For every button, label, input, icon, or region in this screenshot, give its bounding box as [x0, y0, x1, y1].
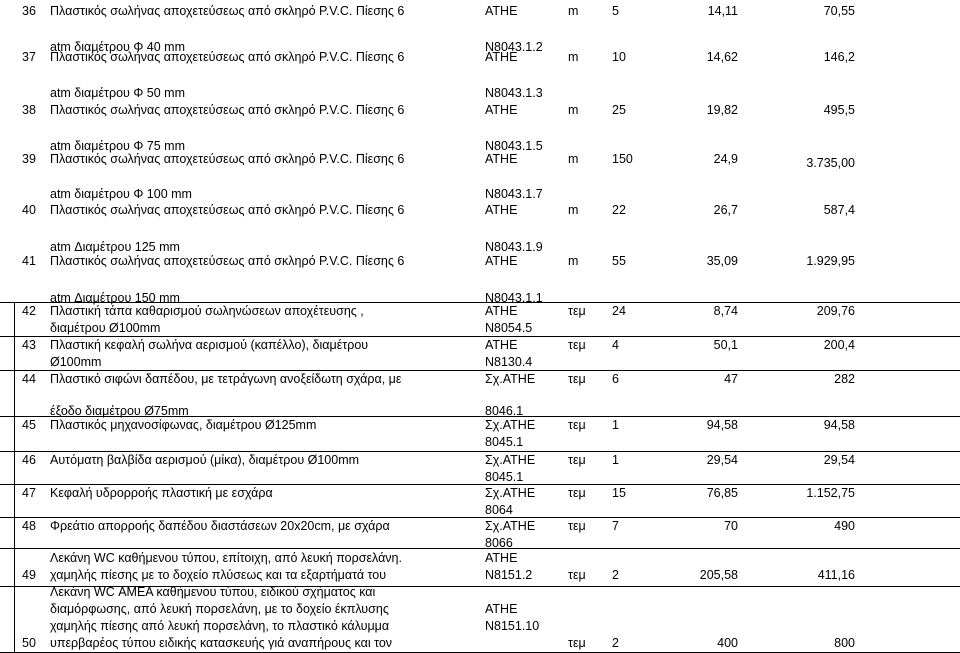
row-unit-price: 29,54: [706, 453, 738, 467]
row-total: 200,4: [823, 338, 855, 352]
row-description: Πλαστικός σωλήνας αποχετεύσεως από σκληρό P.V.C. Πίεσης 6: [50, 50, 405, 64]
row-total: 209,76: [816, 304, 855, 318]
row-quantity: 4: [612, 338, 619, 352]
row-unit: τεμ: [568, 372, 586, 386]
row-description: χαμηλής πίεσης με το δοχείο πλύσεως και τα εξαρτήματά του: [50, 568, 387, 582]
row-unit-price: 94,58: [706, 418, 738, 432]
row-article-code: Ν8043.1.9: [485, 240, 543, 254]
row-unit-price: 400: [717, 636, 738, 650]
row-article-code: Ν8130.4: [485, 355, 533, 369]
row-number: 49: [22, 568, 36, 582]
row-article-code: Ν8054.5: [485, 321, 533, 335]
row-article-code: ΑΤΗΕ: [485, 254, 518, 268]
row-unit: m: [568, 50, 579, 64]
row-quantity: 6: [612, 372, 619, 386]
row-article-code: 8046.1: [485, 404, 524, 418]
row-article-code: ΑΤΗΕ: [485, 103, 518, 117]
row-unit-price: 50,1: [713, 338, 738, 352]
row-number: 44: [22, 372, 36, 386]
row-article-code: Ν8043.1.7: [485, 187, 543, 201]
row-article-code: ΑΤΗΕ: [485, 304, 518, 318]
row-total: 495,5: [823, 103, 855, 117]
row-number: 47: [22, 486, 36, 500]
row-article-code: ΑΤΗΕ: [485, 50, 518, 64]
row-article-code: ΑΤΗΕ: [485, 551, 518, 565]
row-quantity: 2: [612, 636, 619, 650]
row-quantity: 150: [612, 152, 633, 166]
row-description: atm Διαμέτρου 150 mm: [50, 291, 180, 305]
row-divider: [0, 451, 960, 452]
row-divider: [0, 416, 960, 417]
row-total: 587,4: [823, 203, 855, 217]
row-unit: τεμ: [568, 519, 586, 533]
row-description: Φρεάτιο απορροής δαπέδου διαστάσεων 20x20cm, με σχάρα: [50, 519, 390, 533]
row-divider: [0, 548, 960, 549]
row-article-code: ΑΤΗΕ: [485, 338, 518, 352]
row-unit-price: 19,82: [706, 103, 738, 117]
row-description: atm διαμέτρου Φ 75 mm: [50, 139, 186, 153]
row-unit: m: [568, 203, 579, 217]
row-description: Αυτόματη βαλβίδα αερισμού (μίκα), διαμέτρου Ø100mm: [50, 453, 360, 467]
row-article-code: Ν8043.1.3: [485, 86, 543, 100]
row-description: atm Διαμέτρου 125 mm: [50, 240, 180, 254]
row-quantity: 7: [612, 519, 619, 533]
row-total: 800: [834, 636, 855, 650]
row-article-code: Σχ.ΑΤΗΕ: [485, 418, 536, 432]
row-unit-price: 47: [724, 372, 738, 386]
row-unit-price: 35,09: [706, 254, 738, 268]
row-unit-price: 14,62: [706, 50, 738, 64]
row-article-code: Ν8043.1.1: [485, 291, 543, 305]
row-unit: τεμ: [568, 453, 586, 467]
row-description: Πλαστικός σωλήνας αποχετεύσεως από σκληρό P.V.C. Πίεσης 6: [50, 152, 405, 166]
row-divider: [0, 484, 960, 485]
row-unit-price: 70: [724, 519, 738, 533]
row-article-code: ΑΤΗΕ: [485, 4, 518, 18]
row-quantity: 15: [612, 486, 626, 500]
row-description: χαμηλής πίεσης από λευκή πορσελάνη, το πλαστικό κάλυμμα: [50, 619, 390, 633]
row-total: 1.929,95: [806, 254, 855, 268]
row-divider: [0, 336, 960, 337]
row-total: 282: [834, 372, 855, 386]
row-description: υπερβαρέος τύπου ειδικής κατασκευής γιά αναπήρους και τον: [50, 636, 393, 650]
row-unit: m: [568, 254, 579, 268]
row-total: 490: [834, 519, 855, 533]
row-total: 3.735,00: [806, 156, 855, 170]
row-unit: τεμ: [568, 304, 586, 318]
row-description: Πλαστική τάπα καθαρισμού σωληνώσεων αποχέτευσης ,: [50, 304, 364, 318]
row-description: Λεκάνη WC ΑΜΕΑ καθήμενου τύπου, ειδικού σχήματος και: [50, 585, 376, 599]
row-quantity: 5: [612, 4, 619, 18]
row-quantity: 10: [612, 50, 626, 64]
row-unit-price: 205,58: [699, 568, 738, 582]
row-number: 39: [22, 152, 36, 166]
row-description: Κεφαλή υδρορροής πλαστική με εσχάρα: [50, 486, 273, 500]
row-number: 38: [22, 103, 36, 117]
row-quantity: 55: [612, 254, 626, 268]
row-total: 70,55: [823, 4, 855, 18]
row-unit: τεμ: [568, 568, 586, 582]
row-article-code: ΑΤΗΕ: [485, 602, 518, 616]
row-unit-price: 26,7: [713, 203, 738, 217]
row-description: Πλαστικός σωλήνας αποχετεύσεως από σκληρό P.V.C. Πίεσης 6: [50, 4, 405, 18]
row-quantity: 25: [612, 103, 626, 117]
row-divider: [0, 302, 960, 303]
row-number: 41: [22, 254, 36, 268]
row-description: atm διαμέτρου Φ 40 mm: [50, 40, 186, 54]
row-total: 146,2: [823, 50, 855, 64]
row-article-code: Ν8043.1.5: [485, 139, 543, 153]
row-unit: m: [568, 103, 579, 117]
row-article-code: Ν8151.10: [485, 619, 540, 633]
row-quantity: 24: [612, 304, 626, 318]
row-number: 42: [22, 304, 36, 318]
row-article-code: Σχ.ΑΤΗΕ: [485, 486, 536, 500]
row-total: 94,58: [823, 418, 855, 432]
row-number: 43: [22, 338, 36, 352]
row-description: διαμέτρου Ø100mm: [50, 321, 161, 335]
row-article-code: 8045.1: [485, 435, 524, 449]
row-description: Πλαστικός σωλήνας αποχετεύσεως από σκληρό P.V.C. Πίεσης 6: [50, 203, 405, 217]
row-article-code: Σχ.ΑΤΗΕ: [485, 519, 536, 533]
row-number: 45: [22, 418, 36, 432]
row-article-code: ΑΤΗΕ: [485, 203, 518, 217]
row-quantity: 1: [612, 453, 619, 467]
row-unit: m: [568, 4, 579, 18]
row-description: Πλαστικός μηχανοσίφωνας, διαμέτρου Ø125mm: [50, 418, 317, 432]
row-total: 411,16: [817, 568, 855, 582]
row-quantity: 1: [612, 418, 619, 432]
row-unit: τεμ: [568, 338, 586, 352]
row-article-code: Σχ.ΑΤΗΕ: [485, 372, 536, 386]
row-description: Ø100mm: [50, 355, 102, 369]
row-description: Πλαστικό σιφώνι δαπέδου, με τετράγωνη ανοξείδωτη σχάρα, με: [50, 372, 402, 386]
row-article-code: Σχ.ΑΤΗΕ: [485, 453, 536, 467]
row-description: Πλαστική κεφαλή σωλήνα αερισμού (καπέλλο), διαμέτρου: [50, 338, 369, 352]
row-description: έξοδο διαμέτρου Ø75mm: [50, 404, 189, 418]
row-total: 1.152,75: [806, 486, 855, 500]
row-article-code: 8064: [485, 503, 513, 517]
row-divider: [0, 370, 960, 371]
row-unit-price: 24,9: [713, 152, 738, 166]
table-left-border: [14, 302, 15, 653]
row-unit: m: [568, 152, 579, 166]
row-unit-price: 76,85: [706, 486, 738, 500]
row-total: 29,54: [823, 453, 855, 467]
row-unit: τεμ: [568, 636, 586, 650]
row-unit: τεμ: [568, 418, 586, 432]
row-description: διαμόρφωσης, από λευκή πορσελάνη, με το δοχείο έκπλυσης: [50, 602, 389, 616]
row-number: 36: [22, 4, 36, 18]
row-article-code: ΑΤΗΕ: [485, 152, 518, 166]
row-description: atm διαμέτρου Φ 50 mm: [50, 86, 186, 100]
row-number: 48: [22, 519, 36, 533]
row-article-code: Ν8043.1.2: [485, 40, 543, 54]
row-number: 46: [22, 453, 36, 467]
row-description: Πλαστικός σωλήνας αποχετεύσεως από σκληρό P.V.C. Πίεσης 6: [50, 103, 405, 117]
row-description: Λεκάνη WC καθήμενου τύπου, επίτοιχη, από λευκή πορσελάνη.: [50, 551, 402, 565]
row-quantity: 2: [612, 568, 619, 582]
row-number: 40: [22, 203, 36, 217]
row-number: 37: [22, 50, 36, 64]
row-unit-price: 14,11: [707, 4, 738, 18]
row-number: 50: [22, 636, 36, 650]
row-description: atm διαμέτρου Φ 100 mm: [50, 187, 192, 201]
row-article-code: 8066: [485, 536, 513, 550]
row-quantity: 22: [612, 203, 626, 217]
row-article-code: Ν8151.2: [485, 568, 533, 582]
row-unit: τεμ: [568, 486, 586, 500]
row-article-code: 8045.1: [485, 470, 524, 484]
row-unit-price: 8,74: [713, 304, 738, 318]
row-description: Πλαστικός σωλήνας αποχετεύσεως από σκληρό P.V.C. Πίεσης 6: [50, 254, 405, 268]
row-divider: [0, 517, 960, 518]
